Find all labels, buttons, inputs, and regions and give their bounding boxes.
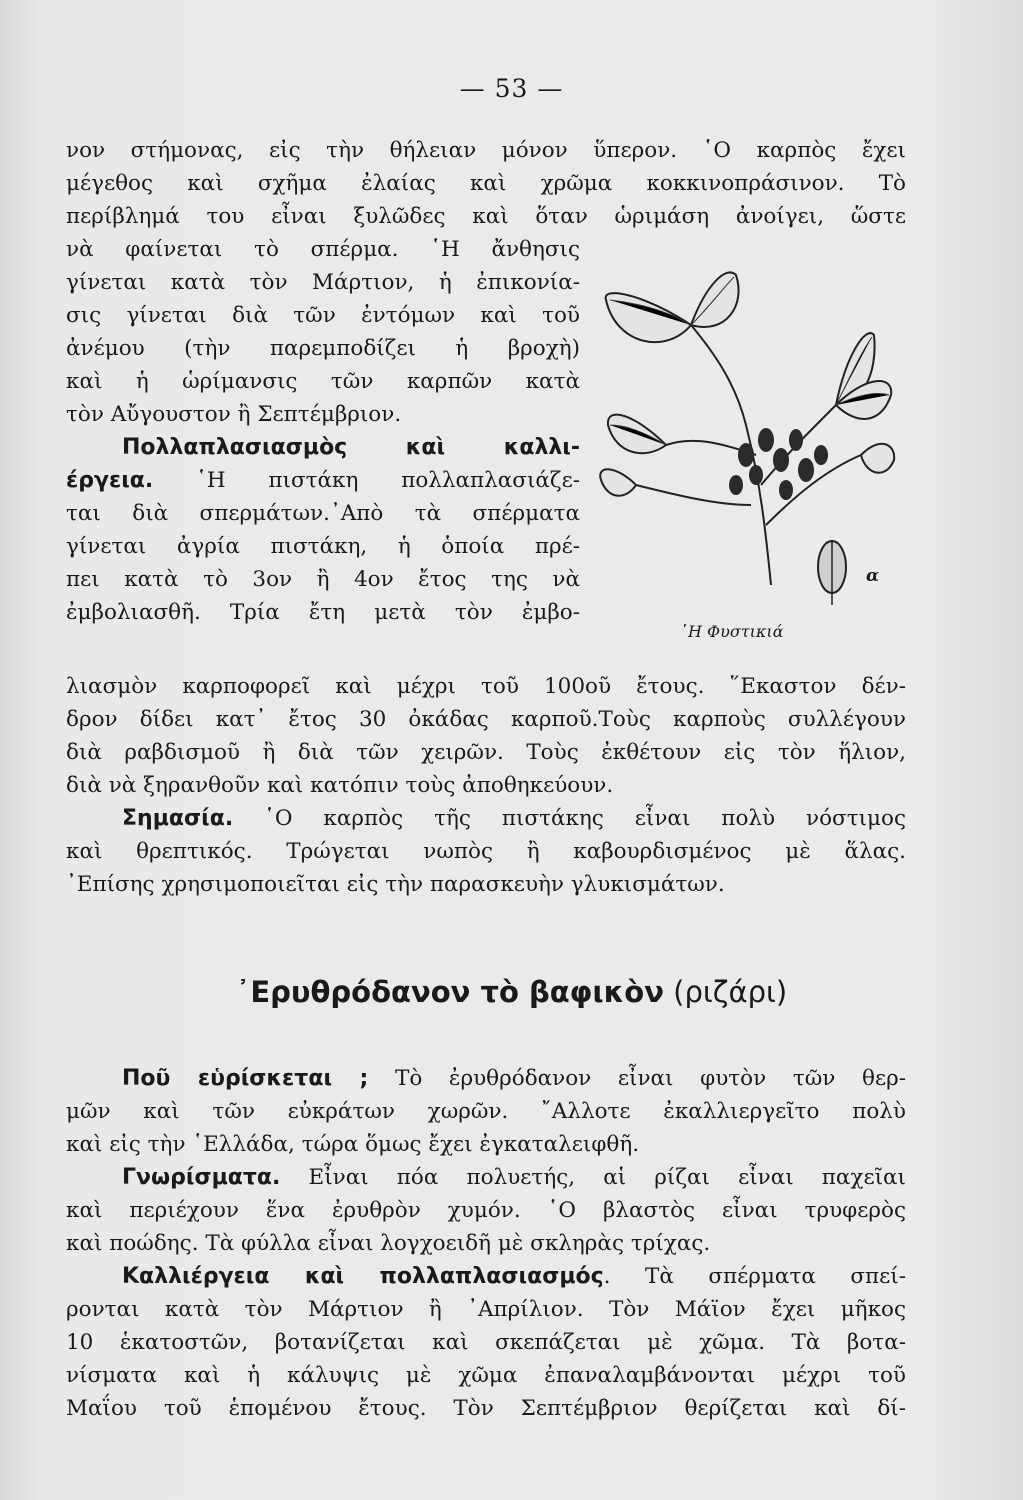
text-line: λιασμὸν καρποφορεῖ καὶ μέχρι τοῦ 100οῦ ἔτους. ῞Εκαστον δέν- xyxy=(66,674,906,699)
subheading-importance: Σημασία. xyxy=(122,806,234,831)
subheading-habitat: Ποῦ εὑρίσκεται ; xyxy=(122,1066,369,1091)
text-line: καὶ περιέχουν ἕνα ἐρυθρὸν χυμόν. ῾Ο βλαστὸς εἶναι τρυφερὸς xyxy=(66,1198,906,1223)
text-line: Μαΐου τοῦ ἑπομένου ἔτους. Τὸν Σεπτέμβριον θερίζεται καὶ δί- xyxy=(66,1396,906,1421)
text-line: πει κατὰ τὸ 3ον ἢ 4ον ἔτος της νὰ xyxy=(66,567,580,592)
section-heading xyxy=(0,975,1023,1009)
subheading-propagation-cont: έργεια. xyxy=(66,468,154,493)
text-line: καὶ θρεπτικός. Τρώγεται νωπὸς ἢ καβουρδισμένος μὲ ἅλας. xyxy=(66,839,906,864)
text-span: ῾Η πιστάκη πολλαπλασιάζε- xyxy=(153,468,580,493)
text-line: 10 ἑκατοστῶν, βοτανίζεται καὶ σκεπάζεται μὲ χῶμα. Τὰ βοτα- xyxy=(66,1330,906,1355)
text-span: . Τὰ σπέρματα σπεί- xyxy=(603,1264,906,1289)
text-line: δρον δίδει κατ᾿ ἔτος 30 ὀκάδας καρποῦ.Τοὺς καρποὺς συλλέγουν xyxy=(66,707,906,732)
text-line: καὶ ποώδης. Τὰ φύλλα εἶναι λογχοειδῆ μὲ σκληρὰς τρίχας. xyxy=(66,1231,711,1256)
text-line xyxy=(66,1260,906,1293)
text-line: νὰ φαίνεται τὸ σπέρμα. ῾Η ἄνθησις xyxy=(66,237,580,262)
figure-caption: ῾Η Φυστικιά xyxy=(680,622,784,641)
text-line: γίνεται ἀγρία πιστάκη, ἡ ὁποία πρέ- xyxy=(66,534,580,559)
section-heading-subtitle: (ριζάρι) xyxy=(663,975,788,1009)
text-span: Τὸ ἐρυθρόδανον εἶναι φυτὸν τῶν θερ- xyxy=(368,1066,906,1091)
subheading-characteristics: Γνωρίσματα. xyxy=(122,1165,281,1190)
text-span: Εἶναι πόα πολυετής, αἱ ρίζαι εἶναι παχεῖαι xyxy=(280,1165,906,1190)
text-line: μέγεθος καὶ σχῆμα ἐλαίας καὶ χρῶμα κοκκινοπράσινον. Τὸ xyxy=(66,171,906,196)
page-number: — 53 — xyxy=(459,74,564,103)
text-line: γίνεται κατὰ τὸν Μάρτιον, ἡ ἐπικονία- xyxy=(66,270,580,295)
text-line: περίβλημά του εἶναι ξυλῶδες καὶ ὅταν ὡριμάση ἀνοίγει, ὥστε xyxy=(66,204,906,229)
text-line: ἐμβολιασθῆ. Τρία ἔτη μετὰ τὸν ἐμβο- xyxy=(66,600,580,625)
text-line: νον στήμονας, εἰς τὴν θήλειαν μόνον ὕπερον. ῾Ο καρπὸς ἔχει xyxy=(66,138,906,163)
section-madder xyxy=(66,1062,906,1425)
text-line: διὰ ραβδισμοῦ ἢ διὰ τῶν χειρῶν. Τοὺς ἐκθέτουν εἰς τὸν ἥλιον, xyxy=(66,740,906,765)
text-line xyxy=(66,464,580,497)
text-line: σις γίνεται διὰ τῶν ἐντόμων καὶ τοῦ xyxy=(66,303,580,328)
text-line xyxy=(66,1062,906,1095)
text-line: ρονται κατὰ τὸν Μάρτιον ἢ ᾿Απρίλιον. Τὸν Μάϊον ἔχει μῆκος xyxy=(66,1297,906,1322)
text-line: μῶν καὶ τῶν εὐκράτων χωρῶν. ῎Αλλοτε ἐκαλλιεργεῖτο πολὺ xyxy=(66,1099,906,1124)
paragraph-propagation-cont xyxy=(66,670,906,901)
subheading-cultivation: Καλλιέργεια καὶ πολλαπλασιασμός xyxy=(122,1264,604,1289)
figure-label: α xyxy=(866,566,880,586)
text-line: καὶ εἰς τὴν ῾Ελλάδα, τώρα ὅμως ἔχει ἐγκαταλειφθῆ. xyxy=(66,1132,640,1157)
text-span: ῾Ο καρπὸς τῆς πιστάκης εἶναι πολὺ νόστιμος xyxy=(233,806,906,831)
subheading-propagation: Πολλαπλασιασμὸς καὶ καλλι- xyxy=(122,435,580,460)
paragraph-intro xyxy=(66,134,906,233)
text-line: ται διὰ σπερμάτων.᾿Απὸ τὰ σπέρματα xyxy=(66,501,580,526)
text-line xyxy=(66,802,906,835)
text-line xyxy=(66,1161,906,1194)
text-line: διὰ νὰ ξηρανθοῦν καὶ κατόπιν τοὺς ἀποθηκεύουν. xyxy=(66,773,614,798)
pistachio-branch-illustration-icon xyxy=(596,255,896,655)
text-line: καὶ ἡ ὡρίμανσις τῶν καρπῶν κατὰ xyxy=(66,369,580,394)
text-line: ᾿Επίσης χρησιμοποιεῖται εἰς τὴν παρασκευὴν γλυκισμάτων. xyxy=(66,872,725,897)
section-heading-title: ᾿Ερυθρόδανον τὸ βαφικὸν xyxy=(235,975,664,1009)
text-line: ἀνέμου (τὴν παρεμποδίζει ἡ βροχὴ) xyxy=(66,336,580,361)
text-line: νίσματα καὶ ἡ κάλυψις μὲ χῶμα ἐπαναλαμβάνονται μέχρι τοῦ xyxy=(66,1363,906,1388)
text-line xyxy=(66,431,580,464)
text-line: τὸν Αὔγουστον ἢ Σεπτέμβριον. xyxy=(66,402,402,427)
